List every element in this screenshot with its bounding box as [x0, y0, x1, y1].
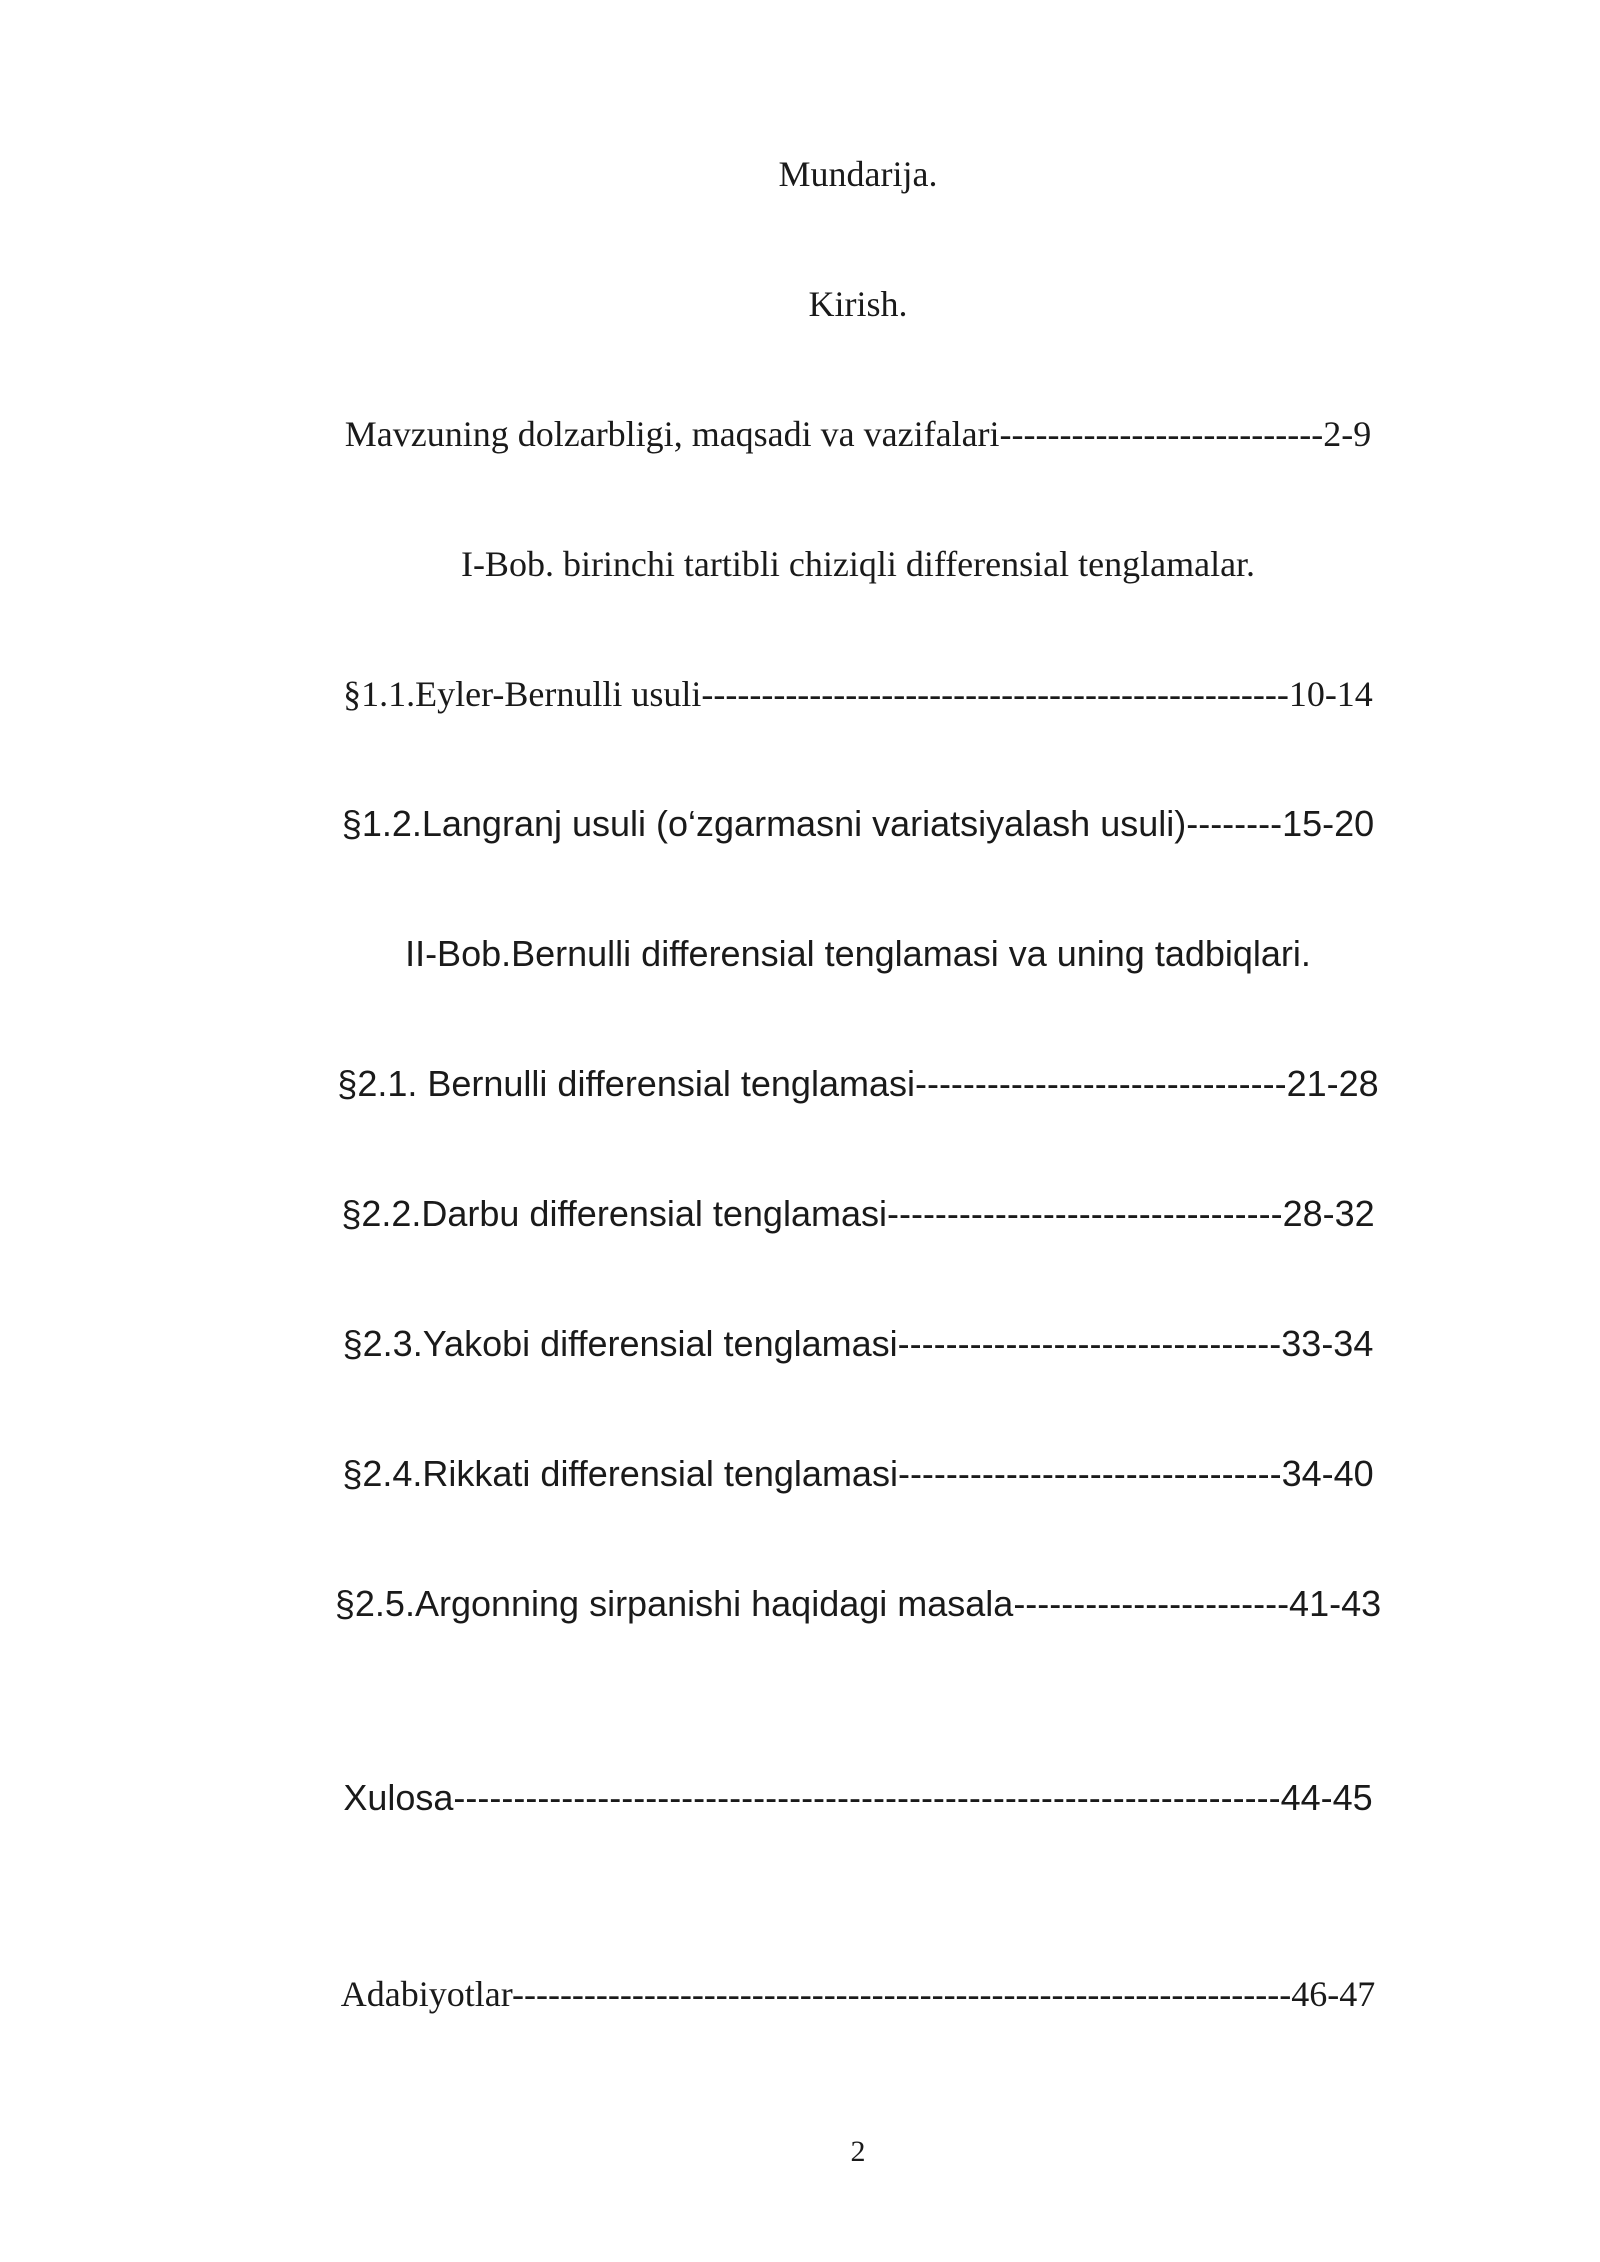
toc-chapter-heading: II-Bob.Bernulli differensial tenglamasi va uning tadbiqlari.	[405, 933, 1311, 974]
toc-entry: §1.2.Langranj usuli (o‘zgarmasni variatsiyalash usuli)--------15-20	[341, 803, 1375, 844]
toc-heading: Mundarija.	[778, 154, 938, 194]
toc-entry: Xulosa---------------------------------------------------------------------44-45	[343, 1777, 1373, 1818]
toc-entry: §2.4.Rikkati differensial tenglamasi--------------------------------34-40	[342, 1453, 1374, 1494]
toc-entry: §1.1.Eyler-Bernulli usuli-------------------------------------------------10-14	[343, 674, 1373, 714]
toc-intro: Kirish.	[808, 284, 908, 324]
toc-entry: §2.1. Bernulli differensial tenglamasi-------------------------------21-28	[337, 1063, 1379, 1104]
toc-entry: §2.3.Yakobi differensial tenglamasi--------------------------------33-34	[342, 1323, 1374, 1364]
toc-chapter-heading: I-Bob. birinchi tartibli chiziqli differensial tenglamalar.	[460, 544, 1256, 584]
toc-entry: §2.5.Argonning sirpanishi haqidagi masala-----------------------41-43	[334, 1583, 1382, 1624]
page-number: 2	[850, 2135, 866, 2168]
toc-entry: §2.2.Darbu differensial tenglamasi---------------------------------28-32	[341, 1193, 1375, 1234]
toc-entry: Mavzuning dolzarbligi, maqsadi va vazifalari---------------------------2-9	[344, 414, 1372, 454]
toc-entry: Adabiyotlar-----------------------------------------------------------------46-47	[340, 1974, 1376, 2014]
